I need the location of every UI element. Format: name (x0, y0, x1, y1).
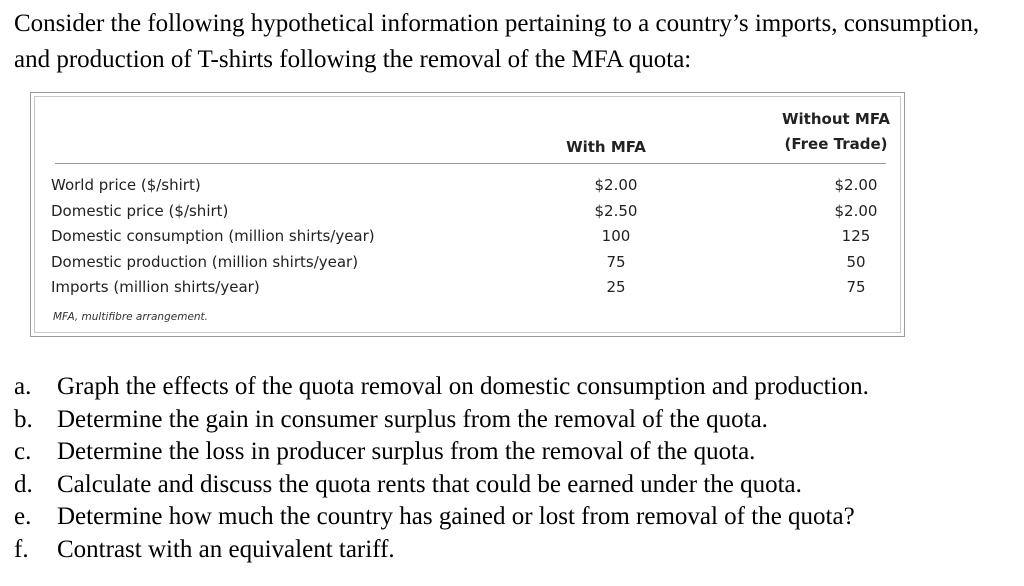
row-label: World price ($/shirt) (51, 176, 201, 194)
table-row (51, 224, 891, 250)
row-label: Domestic price ($/shirt) (51, 201, 229, 220)
question-item (14, 436, 1014, 469)
question-letter: c. (14, 438, 32, 465)
question-text: Graph the effects of the quota removal on domestic consumption and production. (57, 373, 869, 400)
table-footnote: MFA, multifibre arrangement. (53, 311, 209, 323)
question-item (14, 404, 1014, 437)
row-label: Domestic production (million shirts/year) (51, 252, 359, 271)
header-without-mfa (761, 107, 911, 157)
question-list (14, 371, 1014, 566)
header-without-mfa-line1: Without MFA (782, 110, 890, 128)
cell-without-mfa: 75 (846, 278, 866, 296)
question-letter: d. (14, 470, 33, 498)
table-row (51, 275, 891, 301)
header-without-mfa-line2: (Free Trade) (784, 135, 888, 153)
question-item (14, 371, 1014, 404)
question-item (14, 469, 1014, 502)
question-letter: a. (14, 373, 32, 400)
question-letter: b. (14, 405, 33, 433)
question-text: Determine the loss in producer surplus from the removal of the quota. (57, 438, 756, 465)
header-with-mfa: With MFA (566, 138, 646, 156)
cell-without-mfa: 50 (846, 252, 866, 271)
cell-with-mfa: 75 (606, 252, 626, 271)
header-divider (55, 163, 886, 164)
table-body (51, 173, 891, 301)
question-letter: e. (14, 503, 32, 530)
row-label: Domestic consumption (million shirts/year) (51, 227, 375, 245)
table-row (51, 199, 891, 225)
question-text: Determine how much the country has gained or lost from removal of the quota? (57, 503, 855, 530)
table-row (51, 173, 891, 199)
question-letter: f. (14, 535, 29, 563)
cell-without-mfa: 125 (841, 227, 871, 245)
question-item (14, 501, 1014, 534)
question-text: Contrast with an equivalent tariff. (57, 535, 395, 563)
question-text: Calculate and discuss the quota rents that could be earned under the quota. (57, 470, 802, 498)
row-label: Imports (million shirts/year) (51, 278, 260, 296)
cell-with-mfa: $2.00 (594, 176, 638, 194)
cell-without-mfa: $2.00 (834, 201, 878, 220)
cell-without-mfa: $2.00 (834, 176, 878, 194)
question-text: Determine the gain in consumer surplus from the removal of the quota. (57, 405, 768, 433)
cell-with-mfa: 25 (606, 278, 626, 296)
data-table (30, 92, 905, 337)
table-row (51, 250, 891, 276)
cell-with-mfa: 100 (601, 227, 631, 245)
question-item (14, 534, 1014, 567)
cell-with-mfa: $2.50 (594, 201, 638, 220)
intro-text: Consider the following hypothetical information pertaining to a country’s imports, consumption, and production of T-shirts following the removal of the MFA quota: (14, 10, 980, 73)
